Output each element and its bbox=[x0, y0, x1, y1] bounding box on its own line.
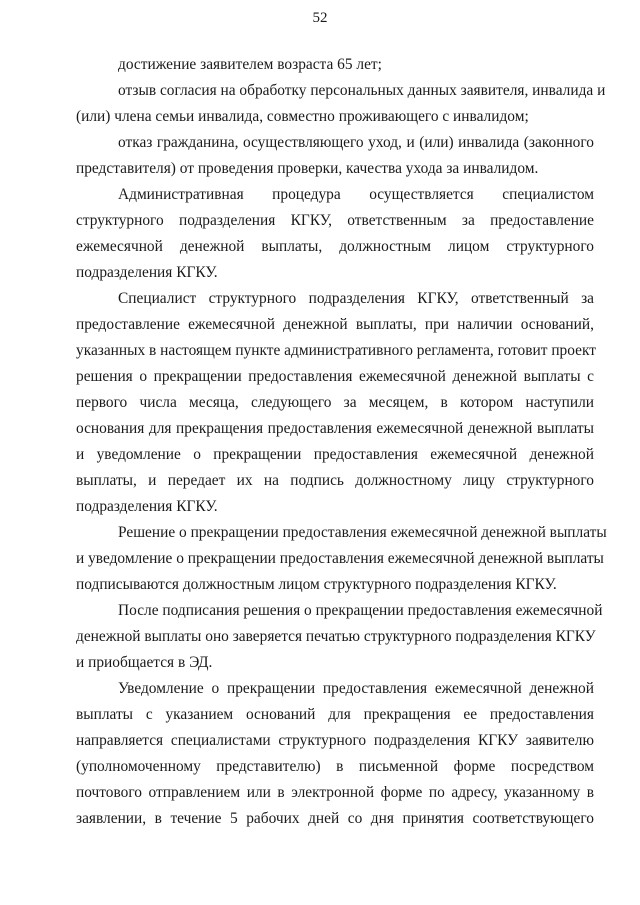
paragraph bbox=[76, 520, 607, 598]
text-line: отзыв согласия на обработку персональных данных заявителя, инвалида и bbox=[118, 82, 606, 99]
text-line: подписываются должностным лицом структурного подразделения КГКУ. bbox=[76, 576, 557, 593]
text-line: первого числа месяца, следующего за месяцем, в котором наступили bbox=[76, 394, 594, 411]
paragraph bbox=[76, 130, 594, 182]
text-line: выплаты с указанием оснований для прекращения ее предоставления bbox=[76, 706, 594, 723]
paragraph bbox=[76, 676, 594, 832]
text-line: подразделения КГКУ. bbox=[76, 264, 218, 281]
paragraph bbox=[76, 286, 594, 520]
text-line: структурного подразделения КГКУ, ответственным за предоставление bbox=[76, 212, 594, 229]
paragraph bbox=[76, 52, 594, 78]
page-number: 52 bbox=[312, 10, 328, 26]
paragraph bbox=[76, 182, 594, 286]
text-line: Уведомление о прекращении предоставления ежемесячной денежной bbox=[118, 680, 594, 697]
text-line: Решение о прекращении предоставления ежемесячной денежной выплаты bbox=[118, 524, 607, 541]
text-line: предоставление ежемесячной денежной выплаты, при наличии оснований, bbox=[76, 316, 594, 333]
text-line: денежной выплаты оно заверяется печатью структурного подразделения КГКУ bbox=[76, 628, 596, 645]
text-line: подразделения КГКУ. bbox=[76, 498, 218, 515]
text-line: основания для прекращения предоставления ежемесячной денежной выплаты bbox=[76, 420, 594, 437]
text-line: указанных в настоящем пункте административного регламента, готовит проект bbox=[76, 342, 596, 359]
paragraph bbox=[76, 598, 603, 676]
text-line: После подписания решения о прекращении предоставления ежемесячной bbox=[118, 602, 603, 619]
text-line: достижение заявителем возраста 65 лет; bbox=[118, 56, 382, 73]
text-line: (уполномоченному представителю) в письменной форме посредством bbox=[76, 758, 594, 775]
text-line: и приобщается в ЭД. bbox=[76, 654, 213, 671]
text-line: Административная процедура осуществляется специалистом bbox=[118, 186, 594, 203]
text-line: решения о прекращении предоставления ежемесячной денежной выплаты с bbox=[76, 368, 594, 385]
text-line: и уведомление о прекращении предоставления ежемесячной денежной bbox=[76, 446, 594, 463]
text-line: отказ гражданина, осуществляющего уход, и (или) инвалида (законного bbox=[118, 134, 594, 151]
text-line: представителя) от проведения проверки, качества ухода за инвалидом. bbox=[76, 160, 539, 177]
text-line: направляется специалистами структурного подразделения КГКУ заявителю bbox=[76, 732, 594, 749]
text-line: Специалист структурного подразделения КГКУ, ответственный за bbox=[118, 290, 594, 307]
text-line: ежемесячной денежной выплаты, должностным лицом структурного bbox=[76, 238, 594, 255]
paragraph bbox=[76, 78, 606, 130]
text-line: заявлении, в течение 5 рабочих дней со дня принятия соответствующего bbox=[76, 810, 594, 827]
text-line: и уведомление о прекращении предоставления ежемесячной денежной выплаты bbox=[76, 550, 604, 567]
text-line: выплаты, и передает их на подпись должностному лицу структурного bbox=[76, 472, 594, 489]
document-body bbox=[76, 52, 607, 832]
text-line: почтового отправлением или в электронной форме по адресу, указанному в bbox=[76, 784, 594, 801]
text-line: (или) члена семьи инвалида, совместно проживающего с инвалидом; bbox=[76, 108, 529, 125]
